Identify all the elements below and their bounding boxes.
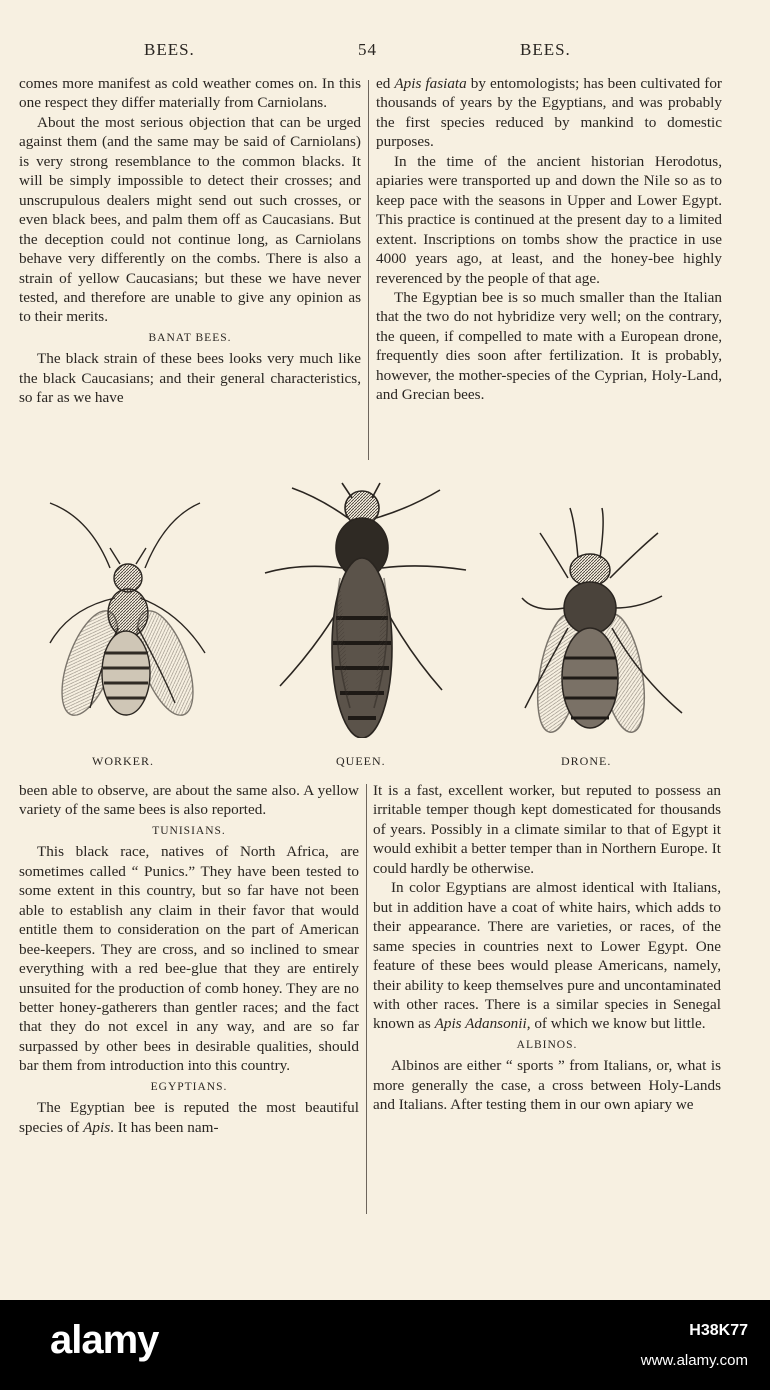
alamy-logo: alamy	[50, 1318, 159, 1362]
banner-url: www.alamy.com	[640, 1352, 748, 1369]
paragraph: The Egyptian bee is so much smaller than the Italian that the two do not hybridize very well; on the contrary, the queen, if compelled to mate with a European drone, frequently dies soon after fertilization. It is probably, however, the mother-species of the Cyprian, Holy-Land, and Grecian bees.	[376, 288, 722, 404]
paragraph: comes more manifest as cold weather comes on. In this one respect they differ materially from Carniolans.	[19, 75, 361, 112]
paragraph: About the most serious objection that can be urged against them (and the same may be said of Carniolans) is very strong resemblance to the common blacks. It will be simply impossible to detect their crosses; and unscrupulous dealers might send out such crosses, or even black bees, and palm them off as Caucasians. But the deception could not continue long, as Carniolans behave very differently on the combs. There is also a strain of yellow Caucasians; but these we have never tested, and therefore are unable to give any opinion as to their merits.	[19, 113, 361, 326]
stock-watermark-banner	[0, 1300, 770, 1390]
paragraph: The Egyptian bee is reputed the most beautiful species of Apis. It has been nam-	[19, 1099, 359, 1136]
paragraph: ed Apis fasiata by entomologists; has been cultivated for thousands of years by the Egyptians, and was probably the first species reduced by mankind to domestic purposes.	[376, 75, 722, 151]
paragraph: In color Egyptians are almost identical with Italians, but in addition have a coat of white hairs, which adds to their appearance. There are varieties, or races, of the same species in countries next to Lower Egypt. One feature of these bees would please Americans, namely, their ability to keep themselves pure and uncontaminated with other races. There is a similar species in Senegal known as Apis Adansonii, of which we know but little.	[373, 879, 721, 1033]
paragraph: been able to observe, are about the same also. A yellow variety of the same bees is also reported.	[19, 782, 359, 819]
queen-bee-illustration	[265, 483, 466, 738]
species-name: Apis Adansonii	[434, 1015, 527, 1033]
top-right-column	[376, 74, 722, 405]
page-number: 54	[358, 40, 377, 59]
paragraph: This black race, natives of North Africa, are sometimes called “ Punics.” They have been tested to some extent in this country, but so far have not been able to establish any claim in their favor that would entitle them to consideration on the part of American bee-keepers. They are cross, and so inclined to smear everything with a red bee-glue that they are entirely unsuited for the production of comb honey. They are no better honey-gatherers than gentler races; and the fact that they do not excel in any way, and are so far surpassed by other bees in desirable qualities, should bar them from introduction into this country.	[19, 843, 359, 1075]
species-name: Apis	[83, 1118, 111, 1136]
column-rule	[366, 784, 367, 1214]
worker-bee-illustration	[50, 503, 205, 722]
running-head	[0, 40, 770, 64]
paragraph: In the time of the ancient historian Herodotus, apiaries were transported up and down the Nile so as to keep pace with the seasons in Upper and Lower Egypt. This practice is continued at the present day to a limited extent. Inscriptions on tombs show the practice in use 4000 years ago, at least, and the honey-bee highly reverenced by the people of that age.	[376, 152, 722, 287]
section-heading-banat: BANAT BEES.	[148, 331, 232, 344]
running-head-left: BEES.	[144, 40, 195, 59]
species-name: Apis fasiata	[394, 75, 467, 92]
caption-drone: DRONE.	[561, 754, 612, 768]
image-id: H38K77	[689, 1322, 748, 1339]
caption-queen: QUEEN.	[336, 754, 386, 768]
bee-castes-figure	[30, 478, 730, 738]
paragraph: It is a fast, excellent worker, but reputed to possess an irritable temper though kept domesticated for thousands of years. Possibly in a climate similar to that of Egypt it would exhibit a better temper than in Northern Europe. It could hardly be otherwise.	[373, 782, 721, 877]
section-heading-albinos: ALBINOS.	[516, 1038, 578, 1051]
column-rule	[368, 80, 369, 460]
section-heading-tunisians: TUNISIANS.	[152, 824, 226, 837]
drone-bee-illustration	[522, 508, 682, 736]
bottom-right-column	[373, 781, 721, 1115]
paragraph: Albinos are either “ sports ” from Italians, or, what is more generally the case, a cross between Holy-Lands and Italians. After testing them in our own apiary we	[373, 1057, 721, 1114]
top-left-column	[19, 74, 361, 408]
section-heading-egyptians: EGYPTIANS.	[150, 1080, 228, 1093]
running-head-right: BEES.	[520, 40, 571, 59]
paragraph: The black strain of these bees looks very much like the black Caucasians; and their general characteristics, so far as we have	[19, 350, 361, 407]
bottom-left-column	[19, 781, 359, 1137]
caption-worker: WORKER.	[92, 754, 154, 768]
